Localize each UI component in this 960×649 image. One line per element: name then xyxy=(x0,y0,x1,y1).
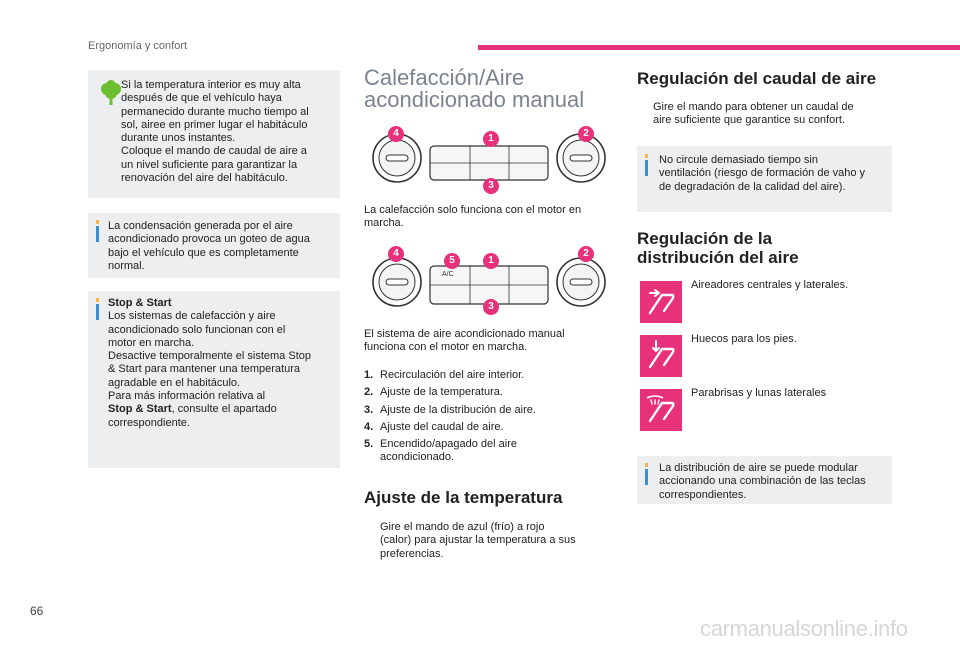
callout-3: 3 xyxy=(483,178,499,194)
section-header: Ergonomía y confort xyxy=(88,40,188,52)
ac-label: A/C xyxy=(442,271,454,278)
temp-text: Gire el mando de azul (frío) a rojo xyxy=(380,521,545,533)
condensation-info-box xyxy=(88,213,340,278)
watermark: carmanualsonline.info xyxy=(700,616,908,641)
eco-tree-icon xyxy=(100,80,122,106)
face-vent-icon xyxy=(640,281,682,323)
info-icon xyxy=(96,298,99,320)
eco-line: permanecido durante mucho tiempo al xyxy=(121,105,309,118)
info-icon xyxy=(96,220,99,242)
info-line: bajo el vehículo que es completamente xyxy=(108,246,299,259)
info-line: La condensación generada por el aire xyxy=(108,220,293,232)
ventilation-info-box xyxy=(637,146,892,212)
list-item: 2. Ajuste de la temperatura. xyxy=(364,386,503,399)
list-item: 3. Ajuste de la distribución de aire. xyxy=(364,403,536,416)
list-item: 1. Recirculación del aire interior. xyxy=(364,369,525,381)
eco-line: después de que el vehículo haya xyxy=(121,92,282,105)
caption-1: marcha. xyxy=(364,217,404,230)
eco-line: Si la temperatura interior es muy alta xyxy=(121,79,301,91)
info-line: & Start para mantener una temperatura xyxy=(108,363,300,376)
bullet-icon xyxy=(364,521,380,561)
caption-2: El sistema de aire acondicionado manual xyxy=(364,328,565,340)
info-ref-line: Stop & Start, consulte el apartado xyxy=(108,403,277,416)
eco-line: renovación del aire del habitáculo. xyxy=(121,172,288,185)
callout-3: 3 xyxy=(483,299,499,315)
temperature-title: Ajuste de la temperatura xyxy=(364,488,563,507)
page-number: 66 xyxy=(30,604,44,618)
info-line: ventilación (riesgo de formación de vaho y xyxy=(659,167,866,180)
callout-1: 1 xyxy=(483,131,499,147)
list-item-continuation: acondicionado. xyxy=(380,451,455,464)
callout-4: 4 xyxy=(388,126,404,142)
temp-text: (calor) para ajustar la temperatura a sus xyxy=(380,534,576,547)
info-line: No circule demasiado tiempo sin xyxy=(659,154,818,166)
distribution-title-line2: distribución del aire xyxy=(637,248,799,267)
info-icon xyxy=(645,463,648,485)
dist-item-text: Parabrisas y lunas laterales xyxy=(691,387,827,399)
airflow-title: Regulación del caudal de aire xyxy=(637,69,877,88)
stop-start-title: Stop & Start xyxy=(108,297,172,309)
distribution-info-box xyxy=(637,456,892,504)
callout-4: 4 xyxy=(388,246,404,262)
info-line: motor en marcha. xyxy=(108,336,195,349)
windshield-vent-icon xyxy=(640,389,682,431)
info-line: Desactive temporalmente el sistema Stop xyxy=(108,350,311,363)
distribution-title-line1: Regulación de la xyxy=(637,229,773,248)
list-item: 5. Encendido/apagado del aire xyxy=(364,438,518,451)
dist-item-text: Aireadores centrales y laterales. xyxy=(691,279,849,291)
info-line: Los sistemas de calefacción y aire xyxy=(108,310,276,323)
info-icon xyxy=(645,154,648,176)
info-line: acondicionado provoca un goteo de agua xyxy=(108,233,310,246)
control-panel-figure-2 xyxy=(364,246,614,322)
info-line: accionando una combinación de las teclas xyxy=(659,475,866,488)
eco-line: sol, airee en primer lugar el habitáculo xyxy=(121,118,308,131)
header-accent-bar xyxy=(478,45,960,50)
callout-1: 1 xyxy=(483,253,499,269)
airflow-text: Gire el mando para obtener un caudal de xyxy=(653,101,854,113)
control-panel-figure-1 xyxy=(364,122,614,198)
temp-text: preferencias. xyxy=(380,547,444,560)
section-title-line2: acondicionado manual xyxy=(364,87,585,112)
info-line: La distribución de aire se puede modular xyxy=(659,462,858,474)
info-line: normal. xyxy=(108,259,145,272)
stop-start-info-box xyxy=(88,291,340,468)
caption-1: La calefacción solo funciona con el motor en xyxy=(364,204,582,216)
caption-2: funciona con el motor en marcha. xyxy=(364,341,528,354)
info-line: de degradación de la calidad del aire). xyxy=(659,180,846,193)
eco-line: durante unos instantes. xyxy=(121,132,236,145)
airflow-text: aire suficiente que garantice su confort. xyxy=(653,114,846,127)
dist-item-text: Huecos para los pies. xyxy=(691,333,797,345)
eco-tip-box xyxy=(88,70,340,198)
callout-2: 2 xyxy=(578,126,594,142)
stop-start-ref: Stop & Start xyxy=(108,403,172,416)
callout-5: 5 xyxy=(444,253,460,269)
foot-vent-icon xyxy=(640,335,682,377)
info-line: agradable en el habitáculo. xyxy=(108,376,241,389)
info-line: correspondientes. xyxy=(659,488,747,501)
info-line: correspondiente. xyxy=(108,416,190,429)
bullet-icon xyxy=(637,101,653,128)
eco-line: un nivel suficiente para garantizar la xyxy=(121,158,298,171)
callout-2: 2 xyxy=(578,246,594,262)
info-line: acondicionado solo funcionan con el xyxy=(108,323,286,336)
info-line: Para más información relativa al xyxy=(108,390,266,403)
list-item: 4. Ajuste del caudal de aire. xyxy=(364,420,504,433)
section-title-line1: Calefacción/Aire xyxy=(364,65,525,90)
legend-list xyxy=(364,369,614,469)
eco-line: Coloque el mando de caudal de aire a xyxy=(121,145,307,158)
